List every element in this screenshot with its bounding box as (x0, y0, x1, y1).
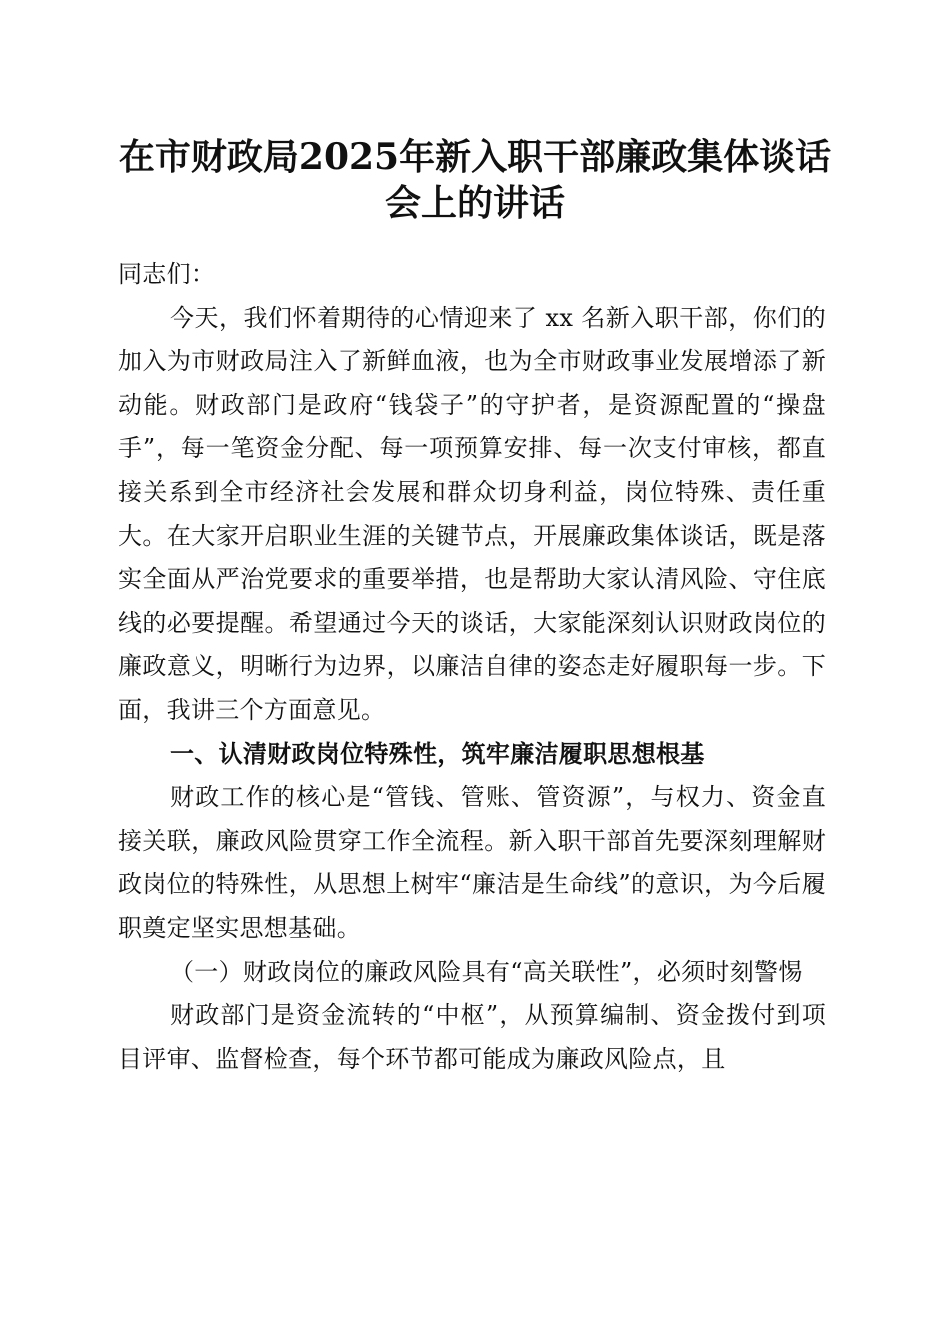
subsection-heading-1: （一）财政岗位的廉政风险具有“高关联性”，必须时刻警惕 (170, 957, 803, 986)
paragraph-section1: 财政工作的核心是“管钱、管账、管资源”，与权力、资金直接关联，廉政风险贯穿工作全流程。新入职干部首先要深刻理解财政岗位的特殊性，从思想上树牢“廉洁是生命线”的意识，为今后履职奠定坚实思想基础。 (118, 783, 826, 942)
document-body (118, 253, 826, 1081)
paragraph-intro: 今天，我们怀着期待的心情迎来了 xx 名新入职干部，你们的加入为市财政局注入了新鲜血液，也为全市财政事业发展增添了新动能。财政部门是政府“钱袋子”的守护者，是资源配置的“操盘手”，每一笔资金分配、每一项预算安排、每一次支付审核，都直接关系到全市经济社会发展和群众切身利益，岗位特殊、责任重大。在大家开启职业生涯的关键节点，开展廉政集体谈话，既是落实全面从严治党要求的重要举措，也是帮助大家认清风险、守住底线的必要提醒。希望通过今天的谈话，大家能深刻认识财政岗位的廉政意义，明晰行为边界，以廉洁自律的姿态走好履职每一步。下面，我讲三个方面意见。 (118, 303, 826, 724)
document-title: 在市财政局2025年新入职干部廉政集体谈话会上的讲话 (118, 136, 832, 224)
paragraph-subsection1: 财政部门是资金流转的“中枢”，从预算编制、资金拨付到项目评审、监督检查，每个环节都可能成为廉政风险点，且 (118, 1001, 826, 1073)
salutation: 同志们： (118, 260, 216, 288)
section-heading-1: 一、认清财政岗位特殊性，筑牢廉洁履职思想根基 (170, 739, 705, 768)
